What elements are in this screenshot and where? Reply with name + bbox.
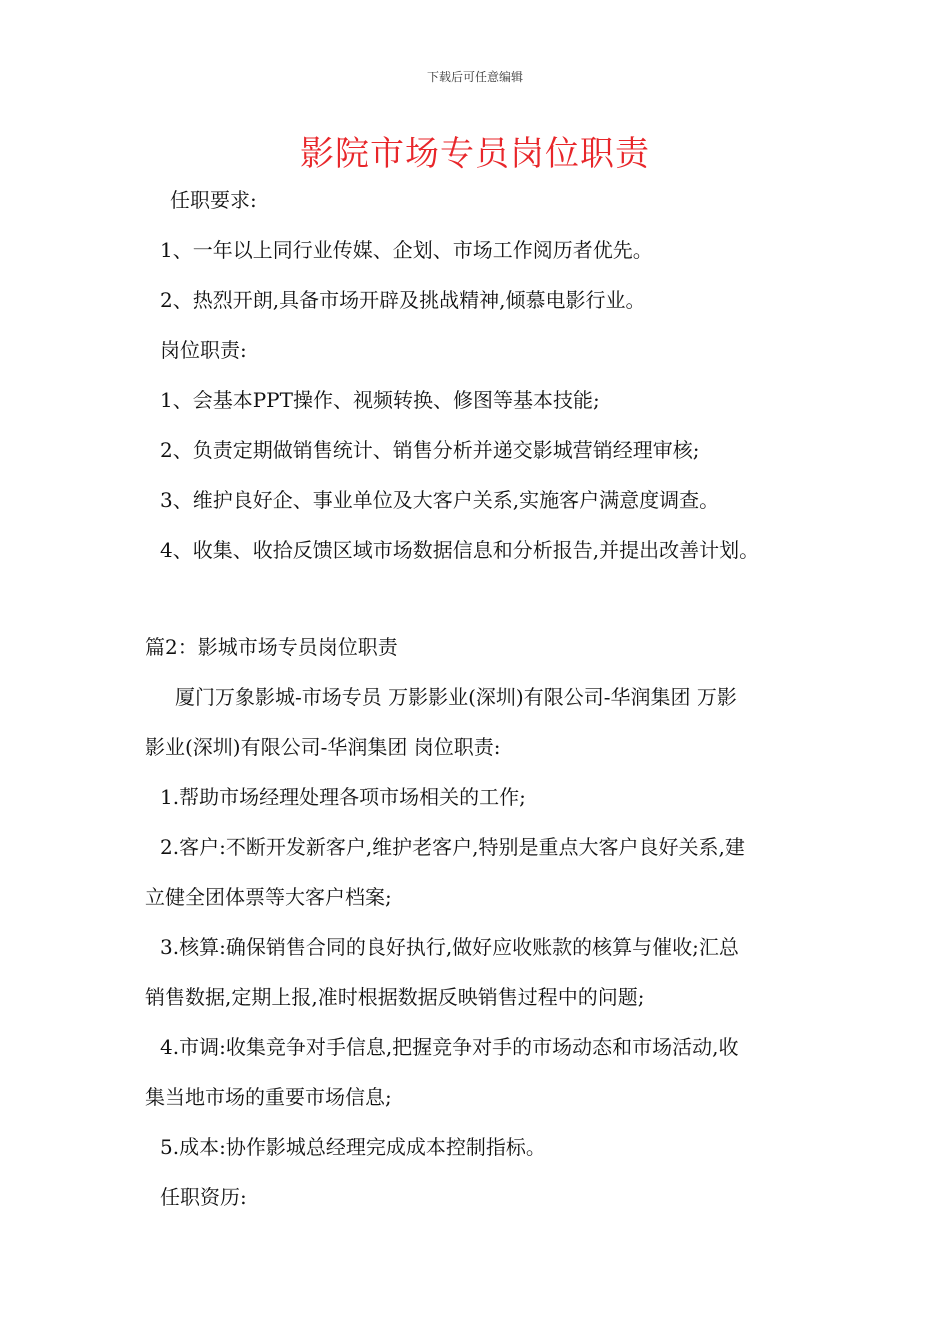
section2-item-3-line1: 3.核算:确保销售合同的良好执行,做好应收账款的核算与催收;汇总 [160, 935, 739, 959]
section2-item-2-line1: 2.客户:不断开发新客户,维护老客户,特别是重点大客户良好关系,建 [160, 835, 745, 859]
document-title: 影院市场专员岗位职责 [300, 134, 650, 174]
section2-item-1: 1.帮助市场经理处理各项市场相关的工作; [160, 785, 526, 809]
section2-item-4-line1: 4.市调:收集竞争对手信息,把握竞争对手的市场动态和市场活动,收 [160, 1035, 739, 1059]
requirements-heading: 任职要求: [170, 188, 257, 212]
section2-item-2-line2: 立健全团体票等大客户档案; [145, 885, 392, 909]
duty-item-3: 3、维护良好企、事业单位及大客户关系,实施客户满意度调查。 [160, 488, 720, 512]
section2-item-4-line2: 集当地市场的重要市场信息; [145, 1085, 392, 1109]
duty-item-4: 4、收集、收拾反馈区域市场数据信息和分析报告,并提出改善计划。 [160, 538, 760, 562]
section2-item-3-line2: 销售数据,定期上报,准时根据数据反映销售过程中的问题; [145, 985, 645, 1009]
page-header-note: 下载后可任意编辑 [426, 70, 523, 84]
duty-item-2: 2、负责定期做销售统计、销售分析并递交影城营销经理审核; [160, 438, 700, 462]
duties-heading: 岗位职责: [160, 338, 247, 362]
section2-intro-line2: 影业(深圳)有限公司-华润集团 岗位职责: [145, 735, 501, 759]
duty-item-1: 1、会基本PPT操作、视频转换、修图等基本技能; [160, 388, 600, 412]
section2-intro-line1: 厦门万象影城-市场专员 万影影业(深圳)有限公司-华润集团 万影 [175, 685, 737, 709]
section2-heading: 篇2：影城市场专员岗位职责 [145, 635, 398, 659]
requirement-item-2: 2、热烈开朗,具备市场开辟及挑战精神,倾慕电影行业。 [160, 288, 646, 312]
section2-item-5: 5.成本:协作影城总经理完成成本控制指标。 [160, 1135, 546, 1159]
qualifications-heading: 任职资历: [160, 1185, 247, 1209]
requirement-item-1: 1、一年以上同行业传媒、企划、市场工作阅历者优先。 [160, 238, 653, 262]
